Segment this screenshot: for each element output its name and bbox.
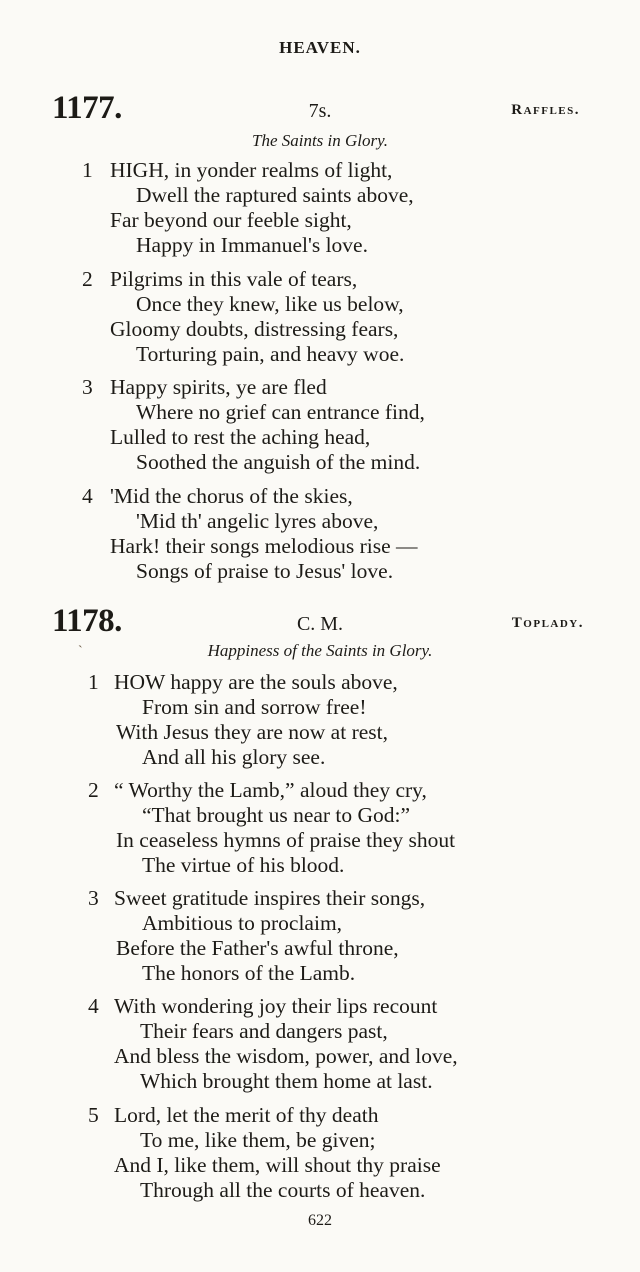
- hymn-meter: C. M.: [296, 613, 344, 635]
- verse-line: Where no grief can entrance find,: [136, 400, 425, 424]
- verse-line: From sin and sorrow free!: [142, 695, 367, 719]
- hymn-title: Happiness of the Saints in Glory.: [207, 641, 433, 660]
- verse-line: Through all the courts of heaven.: [140, 1178, 426, 1202]
- verse-line: Far beyond our feeble sight,: [110, 208, 352, 232]
- verse-line: 'Mid the chorus of the skies,: [110, 484, 353, 508]
- stanza-number: 4: [88, 994, 99, 1018]
- verse-line: Pilgrims in this vale of tears,: [110, 267, 358, 291]
- verse-line: Gloomy doubts, distressing fears,: [110, 317, 399, 341]
- verse-line: Ambitious to proclaim,: [142, 911, 343, 935]
- verse-line: Lord, let the merit of thy death: [114, 1103, 379, 1127]
- verse-line: In ceaseless hymns of praise they shout: [116, 828, 456, 852]
- verse-line: HOW happy are the souls above,: [114, 670, 398, 694]
- verse-line: 'Mid th' angelic lyres above,: [136, 509, 379, 533]
- stanza-number: 4: [82, 484, 93, 508]
- verse-line: Their fears and dangers past,: [140, 1019, 388, 1043]
- verse-line: The virtue of his blood.: [142, 853, 345, 877]
- verse-line: Happy spirits, ye are fled: [110, 375, 327, 399]
- hymn-header: [0, 90, 640, 130]
- verse-line: To me, like them, be given;: [140, 1128, 376, 1152]
- verse-line: Once they knew, like us below,: [136, 292, 404, 316]
- hymn-meter: 7s.: [308, 100, 332, 122]
- verse-line: Hark! their songs melodious rise —: [110, 534, 418, 558]
- hymn-number: 1177.: [52, 90, 122, 126]
- verse-line: Torturing pain, and heavy woe.: [136, 342, 405, 366]
- verse-line: Before the Father's awful throne,: [116, 936, 399, 960]
- verse-line: And bless the wisdom, power, and love,: [114, 1044, 458, 1068]
- stanza-number: 2: [82, 267, 93, 291]
- hymn-title: The Saints in Glory.: [251, 131, 388, 150]
- hymn-author: Raffles.: [511, 102, 580, 118]
- verse-line: “ Worthy the Lamb,” aloud they cry,: [114, 778, 427, 802]
- stanza-number: 1: [88, 670, 99, 694]
- hymn-header: [0, 603, 640, 643]
- verse-line: Which brought them home at last.: [140, 1069, 433, 1093]
- verse-line: “That brought us near to God:”: [142, 803, 411, 827]
- verse-line: With Jesus they are now at rest,: [116, 720, 388, 744]
- verse-line: Sweet gratitude inspires their songs,: [114, 886, 426, 910]
- verse-line: With wondering joy their lips recount: [114, 994, 438, 1018]
- verse-line: Dwell the raptured saints above,: [136, 183, 414, 207]
- hymn-number: 1178.: [52, 603, 122, 639]
- running-head: HEAVEN.: [279, 38, 361, 57]
- stanza-number: 5: [88, 1103, 99, 1127]
- verse-line: Lulled to rest the aching head,: [110, 425, 371, 449]
- stanza-number: 1: [82, 158, 93, 182]
- verse-line: Songs of praise to Jesus' love.: [136, 559, 394, 583]
- verse-line: HIGH, in yonder realms of light,: [110, 158, 393, 182]
- hymn-author: Toplady.: [511, 615, 584, 631]
- stanza-number: 3: [88, 886, 99, 910]
- verse-line: The honors of the Lamb.: [142, 961, 356, 985]
- stanza-number: 2: [88, 778, 99, 802]
- verse-line: Soothed the anguish of the mind.: [136, 450, 421, 474]
- verse-line: And all his glory see.: [142, 745, 326, 769]
- print-mark: ˋ: [78, 644, 83, 659]
- verse-line: And I, like them, will shout thy praise: [114, 1153, 441, 1177]
- verse-line: Happy in Immanuel's love.: [136, 233, 368, 257]
- page-number: 622: [308, 1212, 332, 1229]
- stanza-number: 3: [82, 375, 93, 399]
